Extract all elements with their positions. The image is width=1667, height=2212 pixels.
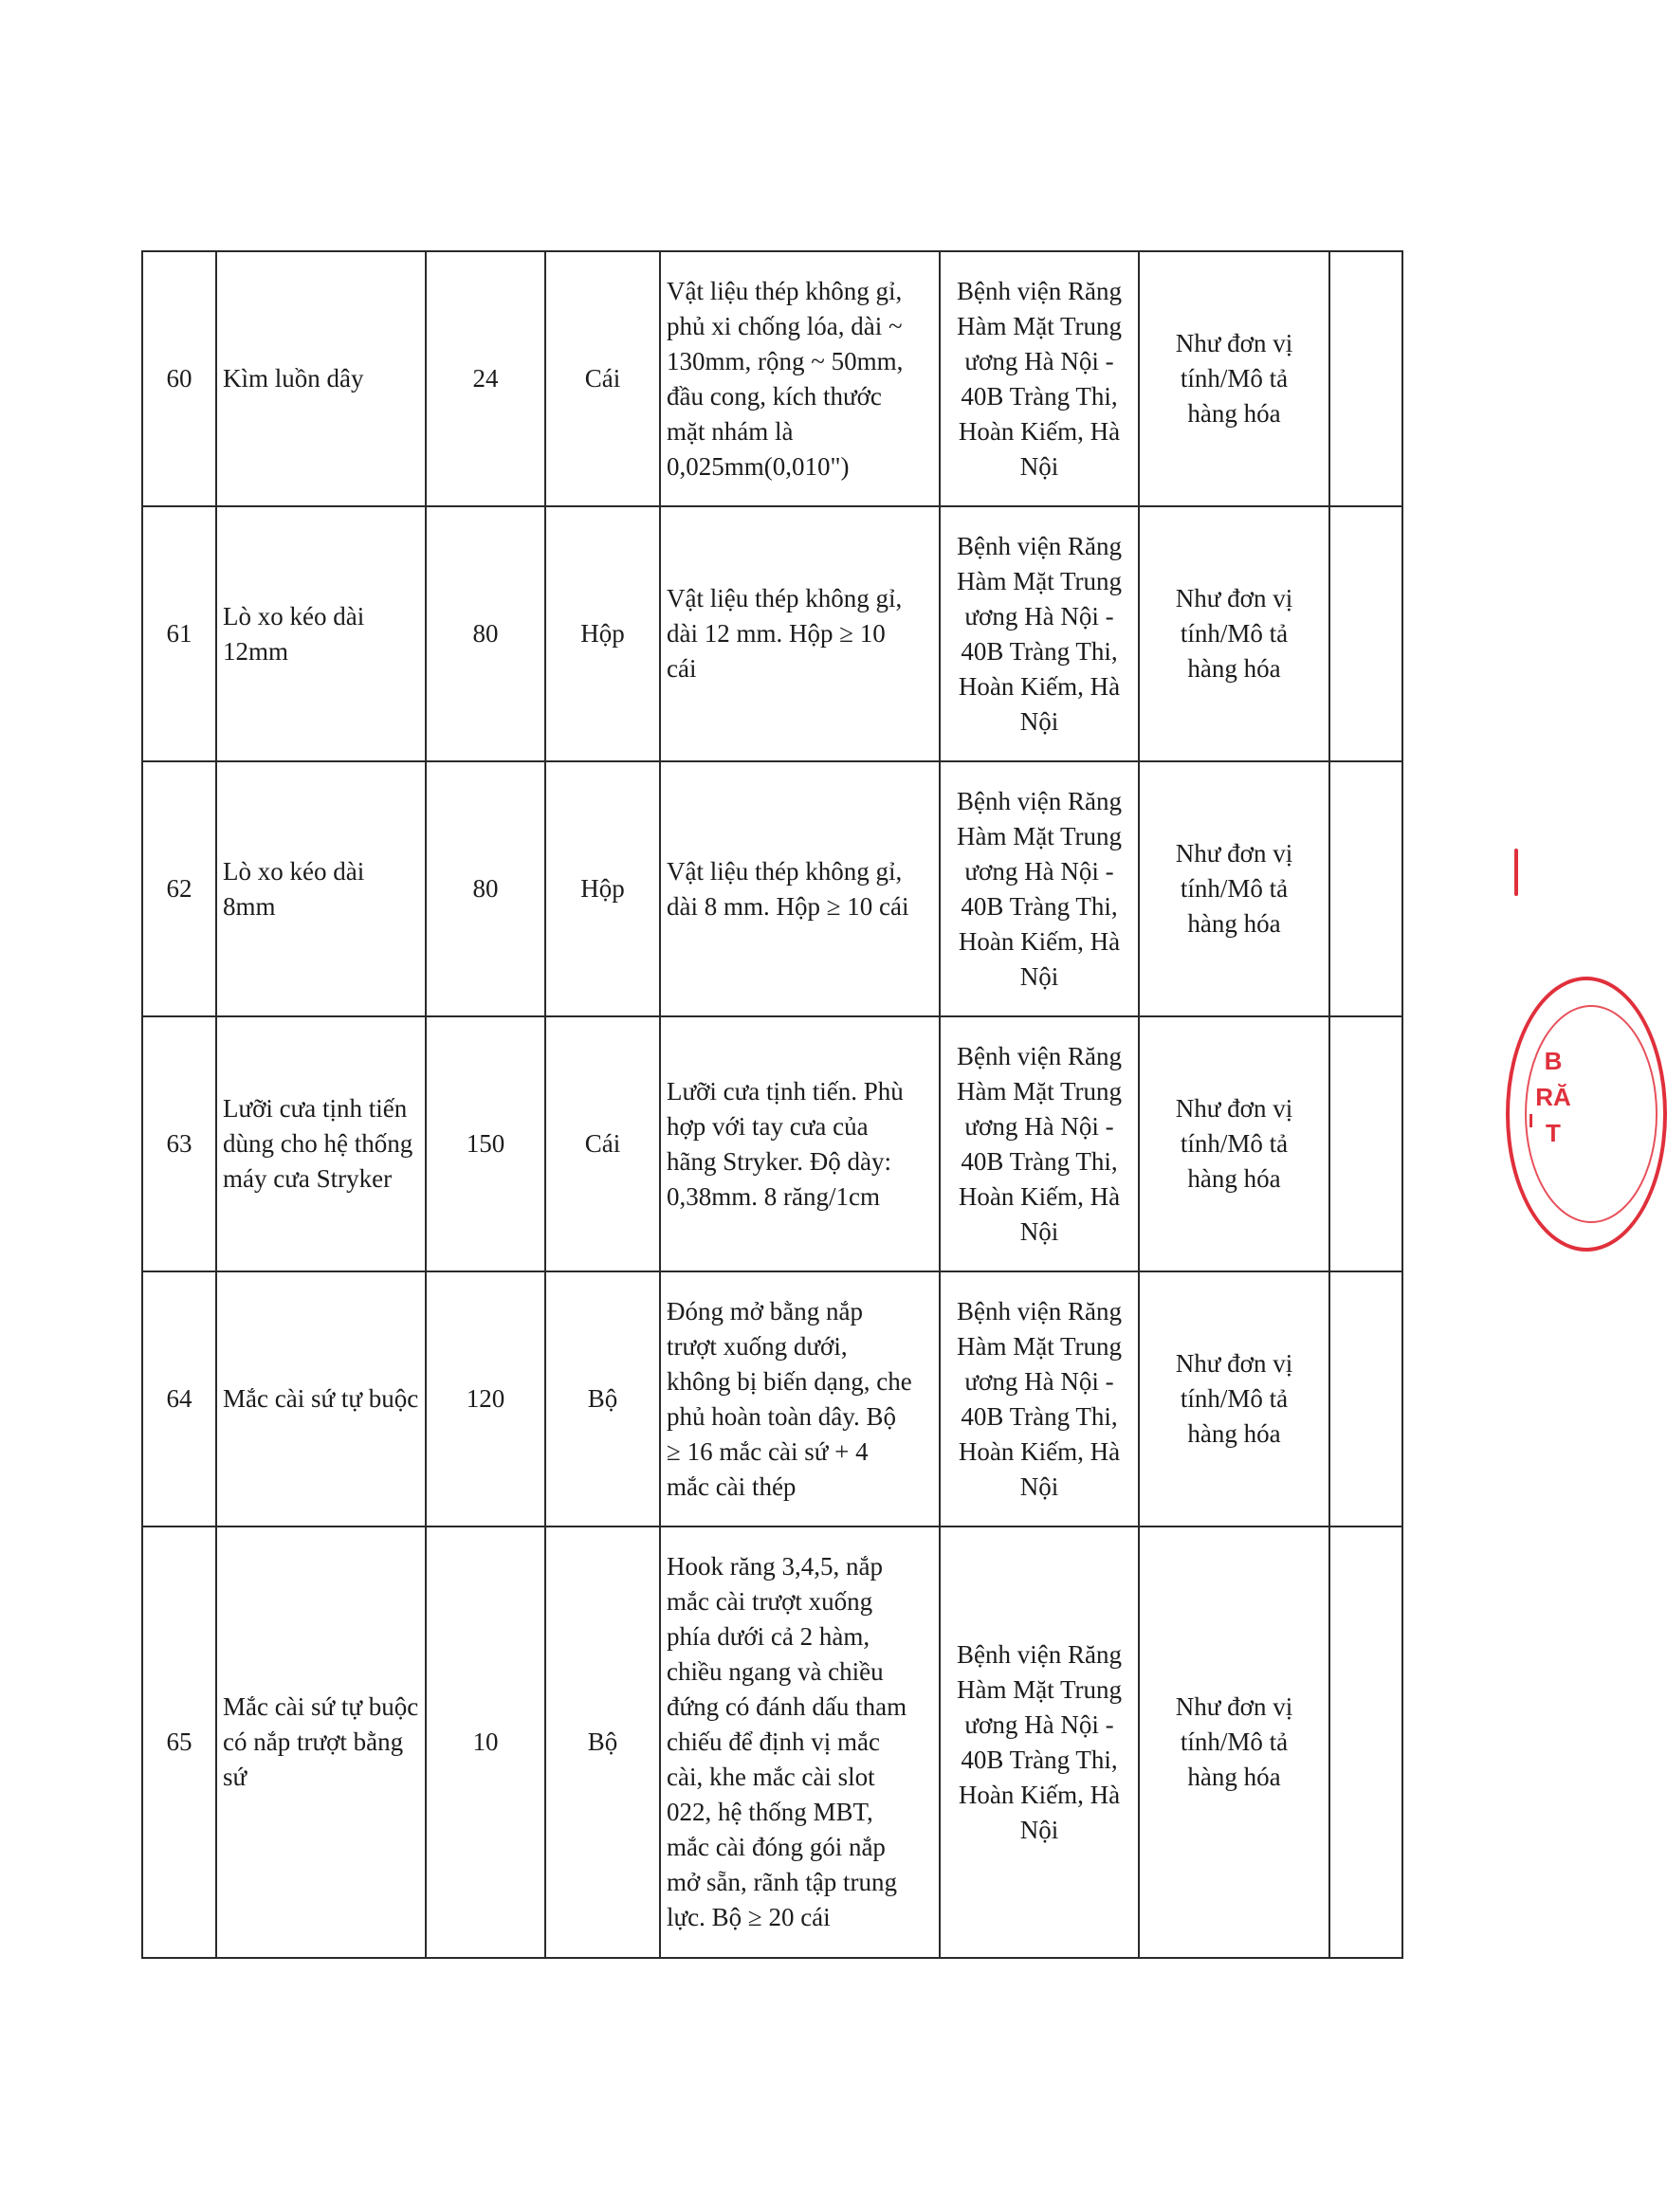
item-quantity: 24 bbox=[426, 251, 545, 506]
row-stt: 63 bbox=[142, 1016, 216, 1271]
item-unit: Bộ bbox=[545, 1271, 660, 1526]
item-quantity: 150 bbox=[426, 1016, 545, 1271]
item-unit: Hộp bbox=[545, 761, 660, 1016]
empty-cell bbox=[1329, 761, 1402, 1016]
row-stt: 61 bbox=[142, 506, 216, 761]
table-row bbox=[142, 761, 1402, 1016]
item-name: Mắc cài sứ tự buộc có nắp trượt bằng sứ bbox=[216, 1526, 426, 1958]
item-quantity: 10 bbox=[426, 1526, 545, 1958]
item-note: Như đơn vị tính/Mô tả hàng hóa bbox=[1139, 761, 1329, 1016]
item-quantity: 80 bbox=[426, 506, 545, 761]
item-note: Như đơn vị tính/Mô tả hàng hóa bbox=[1139, 1016, 1329, 1271]
delivery-place: Bệnh viện Răng Hàm Mặt Trung ương Hà Nội - 40B Tràng Thi, Hoàn Kiếm, Hà Nội bbox=[940, 1016, 1139, 1271]
item-name: Mắc cài sứ tự buộc bbox=[216, 1271, 426, 1526]
row-stt: 64 bbox=[142, 1271, 216, 1526]
table-row bbox=[142, 1016, 1402, 1271]
delivery-place: Bệnh viện Răng Hàm Mặt Trung ương Hà Nội - 40B Tràng Thi, Hoàn Kiếm, Hà Nội bbox=[940, 251, 1139, 506]
item-description: Vật liệu thép không gỉ, dài 8 mm. Hộp ≥ 10 cái bbox=[660, 761, 940, 1016]
delivery-place: Bệnh viện Răng Hàm Mặt Trung ương Hà Nội - 40B Tràng Thi, Hoàn Kiếm, Hà Nội bbox=[940, 506, 1139, 761]
row-stt: 60 bbox=[142, 251, 216, 506]
seal-mark bbox=[1530, 1114, 1532, 1127]
seal-text: B RĂ T bbox=[1535, 1047, 1571, 1147]
item-name: Lò xo kéo dài 8mm bbox=[216, 761, 426, 1016]
item-unit: Cái bbox=[545, 1016, 660, 1271]
item-note: Như đơn vị tính/Mô tả hàng hóa bbox=[1139, 1271, 1329, 1526]
item-unit: Hộp bbox=[545, 506, 660, 761]
item-name: Lưỡi cưa tịnh tiến dùng cho hệ thống máy cưa Stryker bbox=[216, 1016, 426, 1271]
row-stt: 62 bbox=[142, 761, 216, 1016]
delivery-place: Bệnh viện Răng Hàm Mặt Trung ương Hà Nội - 40B Tràng Thi, Hoàn Kiếm, Hà Nội bbox=[940, 1271, 1139, 1526]
item-quantity: 80 bbox=[426, 761, 545, 1016]
table-row bbox=[142, 251, 1402, 506]
delivery-place: Bệnh viện Răng Hàm Mặt Trung ương Hà Nội - 40B Tràng Thi, Hoàn Kiếm, Hà Nội bbox=[940, 761, 1139, 1016]
empty-cell bbox=[1329, 1271, 1402, 1526]
empty-cell bbox=[1329, 1016, 1402, 1271]
table-row bbox=[142, 1526, 1402, 1958]
row-stt: 65 bbox=[142, 1526, 216, 1958]
empty-cell bbox=[1329, 506, 1402, 761]
empty-cell bbox=[1329, 1526, 1402, 1958]
goods-table bbox=[141, 250, 1403, 1959]
item-unit: Cái bbox=[545, 251, 660, 506]
empty-cell bbox=[1329, 251, 1402, 506]
item-description: Hook răng 3,4,5, nắp mắc cài trượt xuống phía dưới cả 2 hàm, chiều ngang và chiều đứng có đánh dấu tham chiếu để định vị mắc cài, khe mắc cài slot 022, hệ thống MBT, mắc cài đóng gói nắp mở sẵn, rãnh tập trung lực. Bộ ≥ 20 cái bbox=[660, 1526, 940, 1958]
item-name: Kìm luồn dây bbox=[216, 251, 426, 506]
table-row bbox=[142, 1271, 1402, 1526]
item-note: Như đơn vị tính/Mô tả hàng hóa bbox=[1139, 506, 1329, 761]
item-unit: Bộ bbox=[545, 1526, 660, 1958]
item-description: Đóng mở bằng nắp trượt xuống dưới, không bị biến dạng, che phủ hoàn toàn dây. Bộ ≥ 16 mắc cài sứ + 4 mắc cài thép bbox=[660, 1271, 940, 1526]
item-note: Như đơn vị tính/Mô tả hàng hóa bbox=[1139, 251, 1329, 506]
seal-mark bbox=[1514, 849, 1518, 896]
item-description: Vật liệu thép không gỉ, phủ xi chống lóa, dài ~ 130mm, rộng ~ 50mm, đầu cong, kích thước mặt nhám là 0,025mm(0,010") bbox=[660, 251, 940, 506]
item-note: Như đơn vị tính/Mô tả hàng hóa bbox=[1139, 1526, 1329, 1958]
item-name: Lò xo kéo dài 12mm bbox=[216, 506, 426, 761]
item-quantity: 120 bbox=[426, 1271, 545, 1526]
delivery-place: Bệnh viện Răng Hàm Mặt Trung ương Hà Nội - 40B Tràng Thi, Hoàn Kiếm, Hà Nội bbox=[940, 1526, 1139, 1958]
item-description: Vật liệu thép không gỉ, dài 12 mm. Hộp ≥ 10 cái bbox=[660, 506, 940, 761]
item-description: Lưỡi cưa tịnh tiến. Phù hợp với tay cưa của hãng Stryker. Độ dày: 0,38mm. 8 răng/1cm bbox=[660, 1016, 940, 1271]
table-row bbox=[142, 506, 1402, 761]
